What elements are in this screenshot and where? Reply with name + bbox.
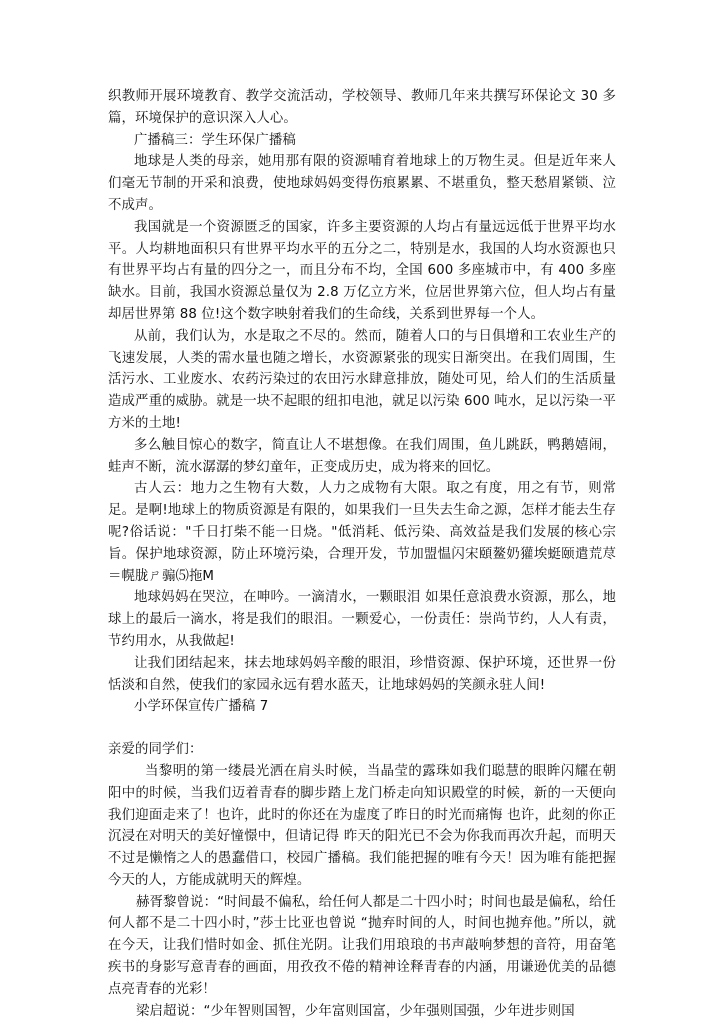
paragraph-dawn: 当黎明的第一缕晨光洒在肩头时候，当晶莹的露珠如我们聪慧的眼眸闪耀在朝阳中的时候，当我们迈着青春的脚步踏上龙门桥走向知识殿堂的时候，新的一天便向我们迎面走来了！也许，此时的你还在为虚度了昨日的时光而痛悔 也许，此刻的你正沉浸在对明天的美好憧憬中，但请记得 昨天的阳光已不会为你我而再次升起，而明天不过是懒惰之人的愚蠢借口，校园广播稿。我们能把握的唯有今天！因为唯有能把握今天的人，方能成就明天的辉煌。	[108, 763, 616, 888]
paragraph-shocking-numbers: 多么触目惊心的数字，简直让人不堪想像。在我们周围，鱼儿跳跃，鸭鹅嬉闹，蛙声不断，流水潺潺的梦幻童年，正变成历史，成为将来的回忆。	[108, 437, 616, 475]
paragraph-huxley-quote: 赫胥黎曾说：“时间最不偏私，给任何人都是二十四小时；时间也最是偏私，给任何人都不是二十四小时，”莎士比亚也曾说 “抛弃时间的人，时间也抛弃他。”所以，就在今天，让我们惜时如金、抓住光阴。让我们用琅琅的书声敲响梦想的音符，用奋笔疾书的身影写意青春的画面，用孜孜不倦的精神诠释青春的内涵，用谦逊优美的品德点亮青春的光彩！	[108, 894, 616, 997]
paragraph-earth-mother: 地球是人类的母亲，她用那有限的资源哺育着地球上的万物生灵。但是近年来人们毫无节制的开采和浪费，使地球妈妈变得伤痕累累、不堪重负，整天愁眉紧锁、泣不成声。	[108, 154, 616, 213]
document-page	[108, 86, 616, 1022]
paragraph-intro-continuation: 织教师开展环境教育、教学交流活动，学校领导、教师几年来共撰写环保论文 30 多篇，环境保护的意识深入人心。	[108, 89, 616, 126]
section-heading-broadcast-three: 广播稿三：学生环保广播稿	[134, 132, 296, 148]
salutation: 亲爱的同学们：	[108, 742, 203, 758]
paragraph-water-pollution: 从前，我们认为，水是取之不尽的。然而，随着人口的与日俱增和工农业生产的飞速发展，人类的需水量也随之增长，水资源紧张的现实日渐突出。在我们周围，生活污水、工业废水、农药污染过的农田污水肆意排放，随处可见，给人们的生活质量造成严重的威胁。就是一块不起眼的纽扣电池，就足以污染 600 吨水，足以污染一平方米的土地!	[108, 328, 616, 431]
paragraph-ancient-saying: 古人云：地力之生物有大数，人力之成物有大限。取之有度，用之有节，则常足。是啊!地球上的物质资源是有限的，如果我们一旦失去生命之源，怎样才能去生存呢?俗话说："千日打柴不能一日烧。"低消耗、低污染、高效益是我们发展的核心宗旨。保护地球资源，防止环境污染，合理开发，节加盟愠闪宋頤鳌奶獾埃蜓颐遣荒荩＝幌胧ㄕ骟⑸拖Μ	[108, 481, 616, 584]
paragraph-liang-qichao: 梁启超说：“少年智则国智，少年富则国富，少年强则国强，少年进步则国	[136, 1003, 575, 1019]
section-heading-broadcast-seven: 小学环保宣传广播稿 7	[134, 699, 269, 715]
blank-line	[108, 718, 616, 739]
paragraph-resource-scarcity: 我国就是一个资源匮乏的国家，许多主要资源的人均占有量远远低于世界平均水平。人均耕地面积只有世界平均水平的五分之二，特别是水，我国的人均水资源也只有世界平均占有量的四分之一，而且分布不均，全国 600 多座城市中，有 400 多座缺水。目前，我国水资源总量仅为 2.8 万亿立方米，位居世界第六位，但人均占有量却居世界第 88 位!这个数字映射着我们的生命线，关系到世界每一个人。	[108, 219, 616, 322]
paragraph-earth-crying: 地球妈妈在哭泣，在呻吟。一滴清水，一颗眼泪 如果任意浪费水资源，那么，地球上的最后一滴水，将是我们的眼泪。一颗爱心，一份责任：崇尚节约，人人有责，节约用水，从我做起!	[108, 590, 616, 649]
paragraph-unite: 让我们团结起来，抹去地球妈妈辛酸的眼泪，珍惜资源、保护环境，还世界一份恬淡和自然，使我们的家园永远有碧水蓝天，让地球妈妈的笑颜永驻人间!	[108, 655, 616, 693]
